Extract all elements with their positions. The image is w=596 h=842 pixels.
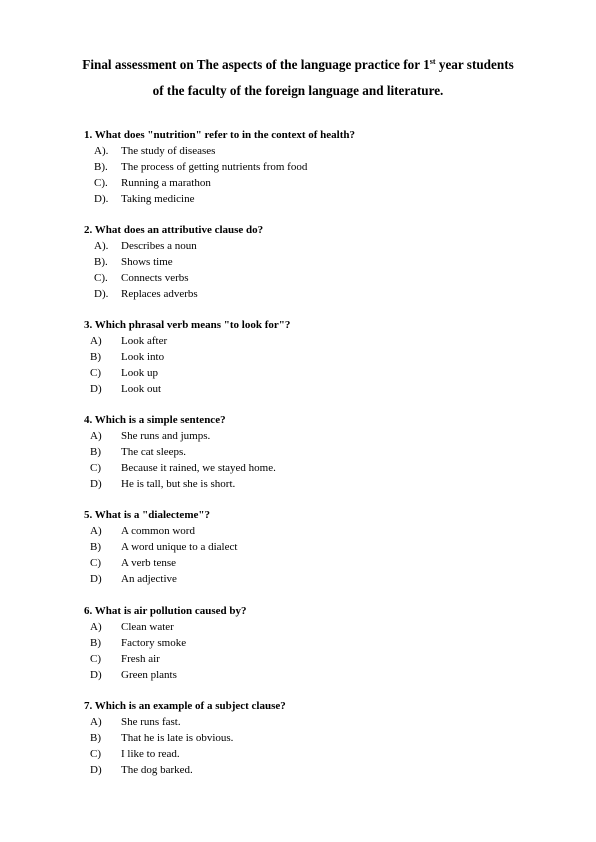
answer-option-d xyxy=(84,286,554,302)
question-6 xyxy=(84,603,554,683)
question-2 xyxy=(84,222,554,302)
option-letter: C) xyxy=(90,367,101,379)
option-letter: D) xyxy=(90,383,102,395)
option-text: Fresh air xyxy=(121,653,160,665)
option-letter: A) xyxy=(90,525,102,537)
option-letter: D). xyxy=(94,288,109,300)
answer-option-c xyxy=(84,746,554,762)
option-text: An adjective xyxy=(121,573,177,585)
option-letter: C) xyxy=(90,462,101,474)
question-text: 6. What is air pollution caused by? xyxy=(84,605,247,617)
question-text: 1. What does "nutrition" refer to in the context of health? xyxy=(84,129,356,141)
answer-option-c xyxy=(84,460,554,476)
question-5 xyxy=(84,507,554,587)
option-letter: C) xyxy=(90,557,101,569)
answer-option-d xyxy=(84,191,554,207)
option-text: Connects verbs xyxy=(121,272,189,284)
option-letter: C) xyxy=(90,653,101,665)
option-text: Shows time xyxy=(121,256,173,268)
option-text: She runs and jumps. xyxy=(121,430,211,442)
question-text: 5. What is a "dialecteme"? xyxy=(84,509,210,521)
question-text: 7. Which is an example of a subject clause? xyxy=(84,700,286,712)
option-text: Replaces adverbs xyxy=(121,288,198,300)
answer-option-a xyxy=(84,238,554,254)
answer-option-b xyxy=(84,635,554,651)
option-text: Green plants xyxy=(121,669,177,681)
option-letter: D) xyxy=(90,669,102,681)
answer-option-a xyxy=(84,428,554,444)
answer-option-a xyxy=(84,619,554,635)
answer-option-b xyxy=(84,539,554,555)
option-letter: A) xyxy=(90,621,102,633)
option-text: Look up xyxy=(121,367,158,379)
option-letter: A). xyxy=(94,145,109,157)
option-letter: B) xyxy=(90,541,101,553)
option-text: She runs fast. xyxy=(121,716,181,728)
option-text: A common word xyxy=(121,525,195,537)
answer-option-c xyxy=(84,270,554,286)
option-letter: B). xyxy=(94,256,108,268)
question-1 xyxy=(84,127,554,207)
option-letter: B) xyxy=(90,446,101,458)
option-letter: A) xyxy=(90,716,102,728)
option-text: The cat sleeps. xyxy=(121,446,187,458)
question-text: 4. Which is a simple sentence? xyxy=(84,414,226,426)
answer-option-b xyxy=(84,254,554,270)
answer-option-b xyxy=(84,159,554,175)
option-letter: D) xyxy=(90,478,102,490)
title-superscript: st xyxy=(429,57,436,66)
answer-option-d xyxy=(84,476,554,492)
option-letter: C). xyxy=(94,177,108,189)
option-text: He is tall, but she is short. xyxy=(121,478,236,490)
option-letter: B) xyxy=(90,637,101,649)
question-4 xyxy=(84,412,554,492)
answer-option-c xyxy=(84,651,554,667)
option-text: Taking medicine xyxy=(121,193,195,205)
option-letter: B) xyxy=(90,351,101,363)
option-text: That he is late is obvious. xyxy=(121,732,234,744)
option-text: I like to read. xyxy=(121,748,180,760)
title-line-1-main: Final assessment on The aspects of the language practice for 1 xyxy=(82,57,430,72)
answer-option-a xyxy=(84,143,554,159)
answer-option-d xyxy=(84,381,554,397)
option-letter: C) xyxy=(90,748,101,760)
option-letter: C). xyxy=(94,272,108,284)
answer-option-d xyxy=(84,762,554,778)
option-text: Because it rained, we stayed home. xyxy=(121,462,276,474)
option-text: Describes a noun xyxy=(121,240,197,252)
option-text: Look into xyxy=(121,351,165,363)
option-text: A verb tense xyxy=(121,557,176,569)
option-letter: A) xyxy=(90,430,102,442)
option-text: The process of getting nutrients from food xyxy=(121,161,308,173)
answer-option-c xyxy=(84,555,554,571)
answer-option-c xyxy=(84,175,554,191)
option-letter: A). xyxy=(94,240,109,252)
document-title-line-2: of the faculty of the foreign language and literature. xyxy=(152,83,444,98)
option-letter: D) xyxy=(90,573,102,585)
title-line-1-end: year students xyxy=(435,57,514,72)
option-text: A word unique to a dialect xyxy=(121,541,238,553)
answer-option-d xyxy=(84,571,554,587)
question-text: 2. What does an attributive clause do? xyxy=(84,224,264,236)
option-text: Factory smoke xyxy=(121,637,187,649)
answer-option-c xyxy=(84,365,554,381)
question-text: 3. Which phrasal verb means "to look for"? xyxy=(84,319,291,331)
option-text: The dog barked. xyxy=(121,764,193,776)
option-letter: B) xyxy=(90,732,101,744)
option-letter: B). xyxy=(94,161,108,173)
answer-option-d xyxy=(84,667,554,683)
question-7 xyxy=(84,698,554,778)
document-title-line-1 xyxy=(40,57,556,73)
answer-option-a xyxy=(84,523,554,539)
option-letter: D). xyxy=(94,193,109,205)
answer-option-b xyxy=(84,730,554,746)
answer-option-b xyxy=(84,444,554,460)
answer-option-b xyxy=(84,349,554,365)
option-letter: A) xyxy=(90,335,102,347)
option-letter: D) xyxy=(90,764,102,776)
option-text: Look after xyxy=(121,335,168,347)
option-text: Running a marathon xyxy=(121,177,211,189)
answer-option-a xyxy=(84,714,554,730)
option-text: Look out xyxy=(121,383,162,395)
option-text: The study of diseases xyxy=(121,145,216,157)
answer-option-a xyxy=(84,333,554,349)
option-text: Clean water xyxy=(121,621,174,633)
question-3 xyxy=(84,317,554,397)
